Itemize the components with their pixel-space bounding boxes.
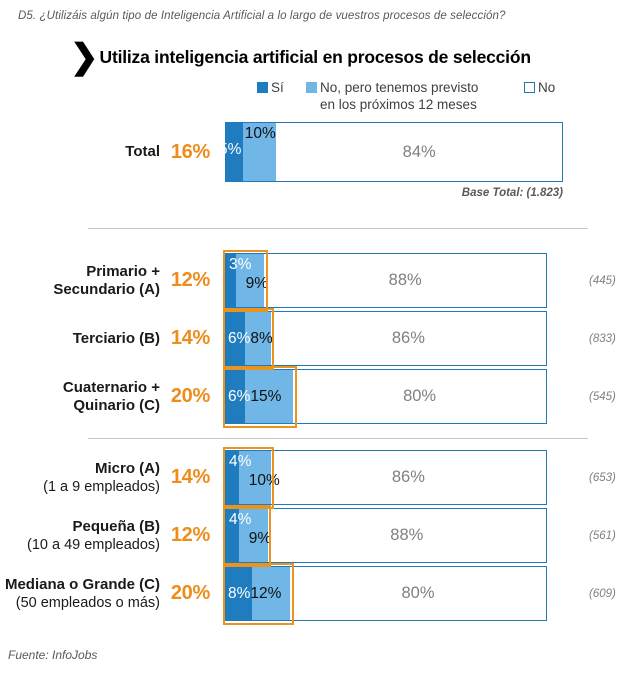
row-label-sub: (1 a 9 empleados) — [43, 478, 160, 495]
row-label-line: Mediana o Grande (C) — [4, 575, 160, 593]
legend-swatch-previsto-icon — [306, 82, 317, 93]
no-segment-label: 86% — [391, 468, 425, 486]
section-divider — [88, 228, 588, 229]
si-segment-label: 4% — [229, 511, 252, 528]
legend-label-line1: No, pero tenemos previsto — [320, 80, 479, 95]
source-credit: Fuente: InfoJobs — [8, 648, 98, 662]
row-label — [0, 330, 160, 348]
row-label-line: Quinario (C) — [73, 396, 160, 414]
base-total: Base Total: (1.823) — [461, 187, 563, 199]
row-label-line: Pequeña (B) — [72, 517, 160, 535]
legend-item-no — [524, 79, 555, 96]
previsto-segment-label: 9% — [248, 530, 272, 547]
row-total-percentage: 20% — [170, 385, 210, 407]
row-label — [0, 460, 160, 496]
row-label-line: Micro (A) — [95, 459, 160, 477]
row-label-sub: (50 empleados o más) — [15, 594, 160, 611]
row-label — [0, 576, 160, 612]
stacked-bar — [225, 369, 547, 424]
si-segment-label: 8% — [228, 584, 251, 602]
section-sector — [0, 253, 642, 424]
previsto-segment-label: 9% — [245, 275, 268, 292]
chart — [0, 122, 642, 621]
section-total — [0, 122, 642, 182]
stacked-bar — [225, 311, 547, 366]
bar-segment-no — [271, 451, 546, 504]
no-segment-label: 88% — [390, 526, 424, 544]
stacked-bar — [225, 450, 547, 505]
bar-label-group — [228, 388, 281, 406]
row-base-count: (561) — [589, 529, 616, 542]
previsto-segment-label: 15% — [250, 387, 282, 405]
bar-label-group — [228, 330, 273, 348]
row-label — [0, 143, 160, 161]
bar-segment-no — [268, 509, 546, 562]
no-segment-label: 80% — [403, 387, 437, 405]
legend — [0, 79, 642, 113]
bar-segment-no — [290, 567, 546, 620]
row-label — [0, 518, 160, 554]
row-label — [0, 379, 160, 415]
row-total-percentage: 14% — [170, 466, 210, 488]
stacked-bar — [225, 566, 547, 621]
chart-row — [0, 253, 642, 308]
row-label-line: Terciario (B) — [72, 329, 160, 347]
chart-row — [0, 508, 642, 563]
legend-item-si — [257, 79, 284, 96]
row-total-percentage: 12% — [170, 524, 210, 546]
si-segment-label: 5% — [219, 141, 242, 158]
chart-row — [0, 122, 642, 182]
row-total-percentage: 16% — [170, 140, 210, 163]
section-company-size — [0, 450, 642, 621]
row-total-percentage: 14% — [170, 327, 210, 349]
si-segment-label: 4% — [229, 453, 252, 470]
chevron-right-icon: ❯ — [70, 38, 99, 76]
row-total-percentage: 12% — [170, 269, 210, 291]
bar-label-group — [228, 585, 281, 603]
row-label-line: Primario + — [86, 262, 160, 280]
row-base-count: (545) — [589, 390, 616, 403]
no-segment-label: 88% — [388, 271, 422, 289]
stacked-bar — [219, 122, 563, 182]
bar-segment-no — [293, 370, 546, 423]
row-base-count: (653) — [589, 471, 616, 484]
no-segment-label: 84% — [402, 142, 436, 161]
row-total-percentage: 20% — [170, 582, 210, 604]
stacked-bar — [225, 253, 547, 308]
chart-title: Utiliza inteligencia artificial en procesos de selección — [99, 47, 531, 67]
legend-label: Sí — [271, 80, 284, 95]
row-label-line: Total — [125, 143, 160, 160]
legend-label — [320, 79, 478, 113]
chart-row — [0, 311, 642, 366]
row-base-count: (445) — [589, 274, 616, 287]
row-label-sub: (10 a 49 empleados) — [27, 536, 160, 553]
no-segment-label: 80% — [401, 584, 435, 602]
previsto-segment-label: 12% — [250, 584, 282, 602]
legend-label-line2: en los próximos 12 meses — [320, 97, 477, 112]
bar-segment-no — [271, 312, 546, 365]
chart-row — [0, 566, 642, 621]
no-segment-label: 86% — [391, 329, 425, 347]
si-segment-label: 3% — [229, 256, 252, 273]
legend-item-previsto — [306, 79, 478, 113]
row-label-line: Cuaternario + — [62, 378, 160, 396]
chart-row — [0, 450, 642, 505]
previsto-segment-label: 10% — [244, 125, 276, 142]
legend-swatch-no-icon — [524, 82, 535, 93]
row-base-count: (609) — [589, 587, 616, 600]
section-divider — [88, 438, 588, 439]
chart-title-row — [70, 38, 531, 76]
si-segment-label: 6% — [228, 329, 251, 347]
bar-segment-no — [276, 123, 562, 181]
survey-question-text: D5. ¿Utilizáis algún tipo de Inteligencia Artificial a lo largo de vuestros procesos de selección? — [18, 10, 506, 22]
row-base-count: (833) — [589, 332, 616, 345]
legend-label: No — [538, 80, 556, 95]
chart-row — [0, 369, 642, 424]
row-label-line: Secundario (A) — [53, 280, 160, 298]
stacked-bar — [225, 508, 547, 563]
legend-swatch-si-icon — [257, 82, 268, 93]
previsto-segment-label: 8% — [250, 329, 273, 347]
si-segment-label: 6% — [228, 387, 251, 405]
previsto-segment-label: 10% — [248, 472, 280, 489]
row-label — [0, 263, 160, 299]
bar-segment-no — [264, 254, 546, 307]
